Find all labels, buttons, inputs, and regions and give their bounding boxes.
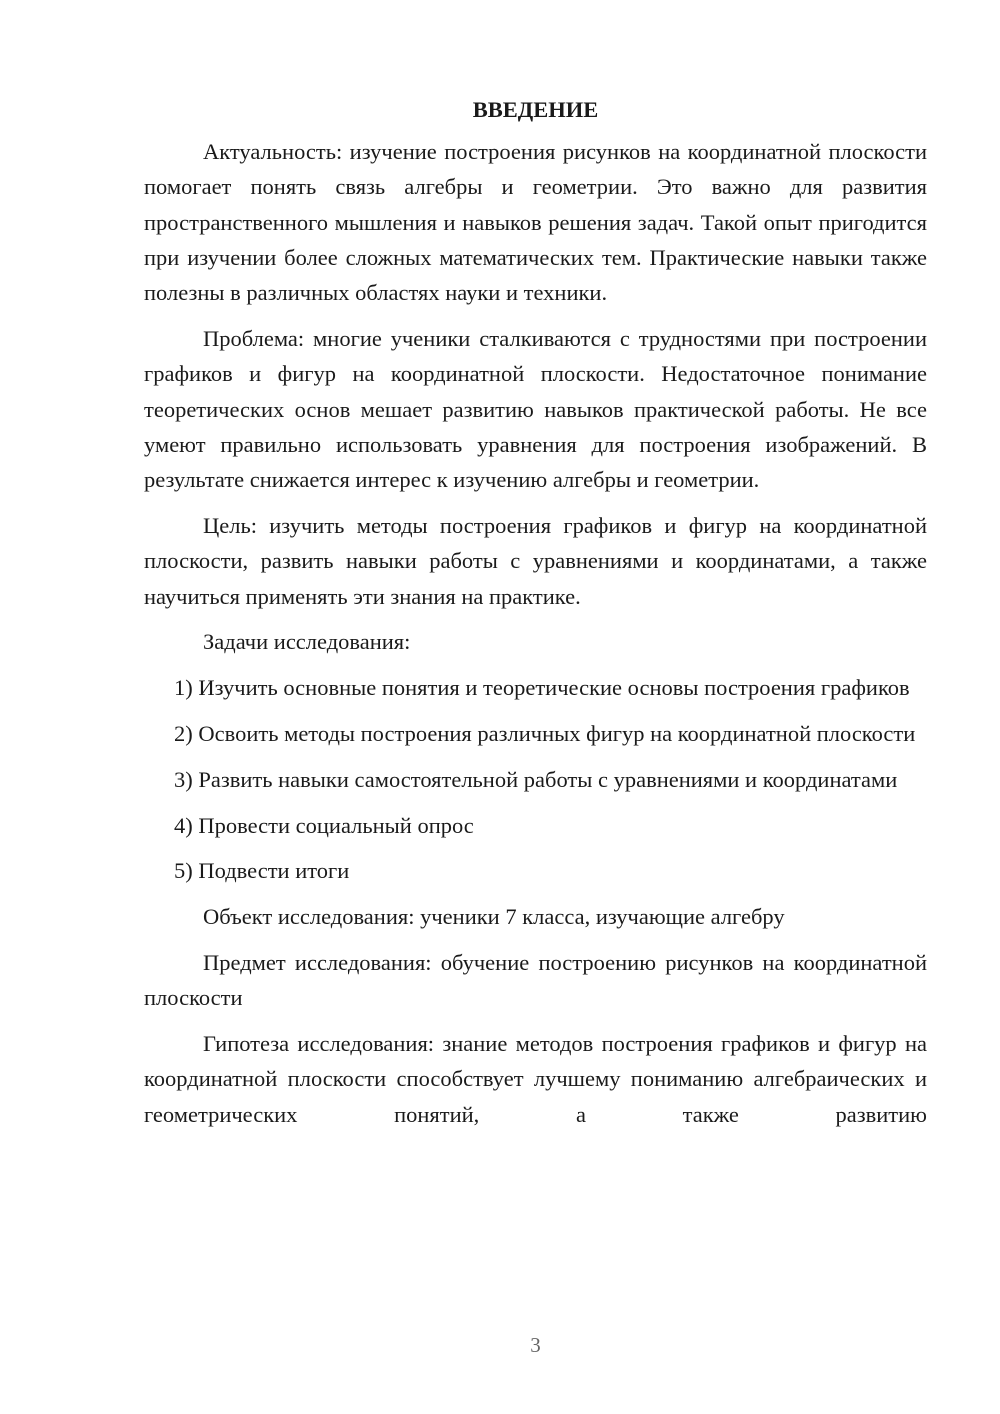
- page-number: 3: [530, 1333, 541, 1357]
- subject-paragraph: Предмет исследования: обучение построению рисунков на координатной плоскости: [144, 949, 927, 1011]
- section-title: ВВЕДЕНИЕ: [472, 97, 599, 122]
- document-page: [144, 92, 927, 1142]
- problem-paragraph: Проблема: многие ученики сталкиваются с трудностями при построении графиков и фигур на координатной плоскости. Недостаточное понимание теоретических основ мешает развитию навыков практической работы. Не все умеют правильно использовать уравнения для построения изображений. В результате снижается интерес к изучению алгебры и геометрии.: [144, 325, 927, 493]
- task-item-1: 1) Изучить основные понятия и теоретические основы построения графиков: [174, 675, 910, 701]
- goal-paragraph: Цель: изучить методы построения графиков и фигур на координатной плоскости, развить навыки работы с уравнениями и координатами, а также научиться применять эти знания на практике.: [144, 512, 927, 609]
- hypothesis-paragraph: Гипотеза исследования: знание методов построения графиков и фигур на координатной плоскости способствует лучшему пониманию алгебраических и геометрических понятий, а также развитию: [144, 1031, 927, 1127]
- object-paragraph: Объект исследования: ученики 7 класса, изучающие алгебру: [203, 904, 785, 930]
- relevance-paragraph: Актуальность: изучение построения рисунков на координатной плоскости помогает понять связь алгебры и геометрии. Это важно для развития пространственного мышления и навыков решения задач. Такой опыт пригодится при изучении более сложных математических тем. Практические навыки также полезны в различных областях науки и техники.: [144, 139, 927, 306]
- task-item-5: 5) Подвести итоги: [174, 858, 350, 884]
- task-item-2: 2) Освоить методы построения различных фигур на координатной плоскости: [174, 720, 916, 746]
- tasks-heading: Задачи исследования:: [203, 629, 411, 655]
- task-item-3: 3) Развить навыки самостоятельной работы с уравнениями и координатами: [174, 766, 898, 792]
- task-item-4: 4) Провести социальный опрос: [174, 812, 474, 838]
